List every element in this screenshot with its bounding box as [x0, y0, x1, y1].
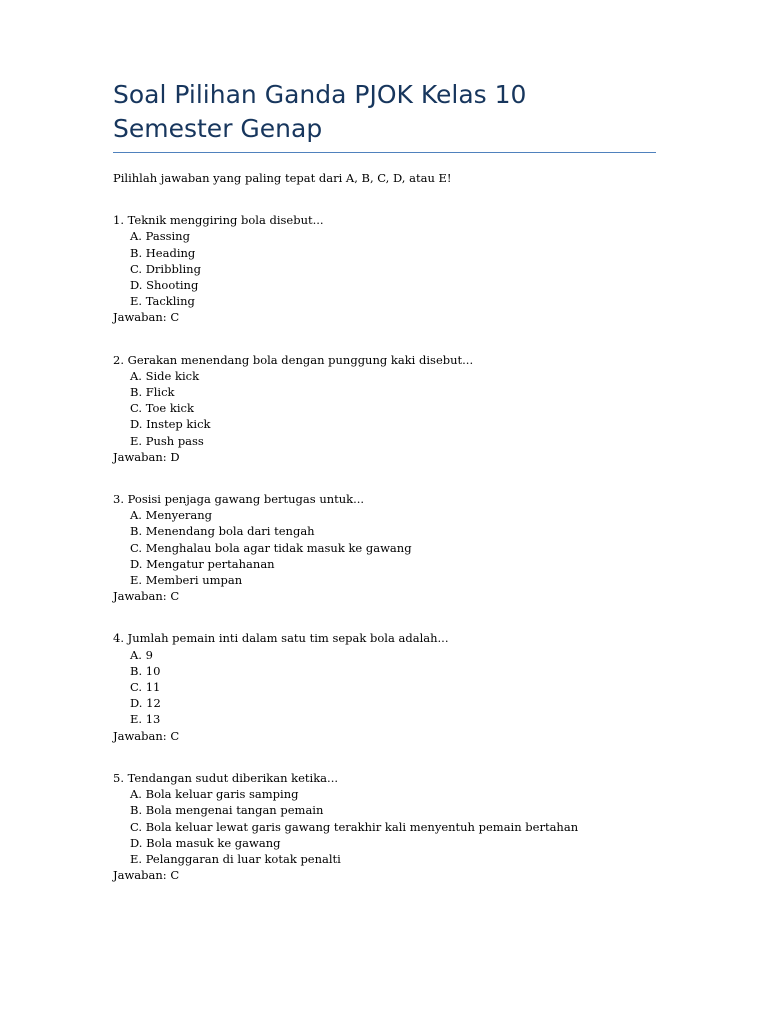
document-title [113, 78, 658, 146]
title-line-2: Semester Genap [113, 114, 323, 143]
answer-key: Jawaban: C [113, 728, 180, 743]
question-text: 1. Teknik menggiring bola disebut... [113, 213, 324, 228]
option-d: D. Instep kick [130, 417, 211, 432]
answer-key: Jawaban: C [113, 589, 180, 604]
question-2 [113, 352, 658, 465]
option-list [113, 507, 658, 588]
question-5 [113, 770, 658, 883]
option-e: E. Push pass [130, 433, 204, 448]
option-b: B. Menendang bola dari tengah [130, 524, 315, 539]
option-e: E. 13 [130, 712, 161, 727]
title-line-1: Soal Pilihan Ganda PJOK Kelas 10 [113, 80, 527, 109]
question-1 [113, 212, 658, 325]
option-b: B. 10 [130, 663, 161, 678]
instruction-text: Pilihlah jawaban yang paling tepat dari A, B, C, D, atau E! [113, 171, 452, 185]
option-c: C. Menghalau bola agar tidak masuk ke gawang [130, 540, 412, 555]
question-text: 2. Gerakan menendang bola dengan punggung kaki disebut... [113, 352, 474, 367]
question-4 [113, 630, 658, 743]
option-c: C. Bola keluar lewat garis gawang terakhir kali menyentuh pemain bertahan [130, 819, 579, 834]
option-b: B. Flick [130, 385, 175, 400]
option-e: E. Tackling [130, 294, 195, 309]
option-e: E. Memberi umpan [130, 573, 243, 588]
answer-key: Jawaban: D [113, 449, 180, 464]
option-a: A. Bola keluar garis samping [130, 787, 299, 802]
option-c: C. Dribbling [130, 261, 201, 276]
option-a: A. Passing [130, 229, 190, 244]
option-a: A. 9 [130, 647, 153, 662]
question-text: 4. Jumlah pemain inti dalam satu tim sepak bola adalah... [113, 631, 449, 646]
question-text: 5. Tendangan sudut diberikan ketika... [113, 770, 339, 785]
option-list [113, 647, 658, 728]
option-d: D. 12 [130, 696, 161, 711]
option-d: D. Bola masuk ke gawang [130, 835, 281, 850]
option-list [113, 786, 658, 867]
option-c: C. 11 [130, 680, 161, 695]
option-b: B. Bola mengenai tangan pemain [130, 803, 324, 818]
option-list [113, 228, 658, 309]
question-3 [113, 491, 658, 604]
option-e: E. Pelanggaran di luar kotak penalti [130, 851, 341, 866]
option-c: C. Toe kick [130, 401, 194, 416]
option-d: D. Shooting [130, 278, 199, 293]
option-a: A. Side kick [130, 368, 200, 383]
answer-key: Jawaban: C [113, 310, 180, 325]
title-underline [113, 152, 656, 153]
option-a: A. Menyerang [130, 508, 213, 523]
question-text: 3. Posisi penjaga gawang bertugas untuk... [113, 492, 365, 507]
option-list [113, 368, 658, 449]
option-b: B. Heading [130, 245, 196, 260]
answer-key: Jawaban: C [113, 868, 180, 883]
document-page [113, 78, 658, 883]
option-d: D. Mengatur pertahanan [130, 556, 275, 571]
